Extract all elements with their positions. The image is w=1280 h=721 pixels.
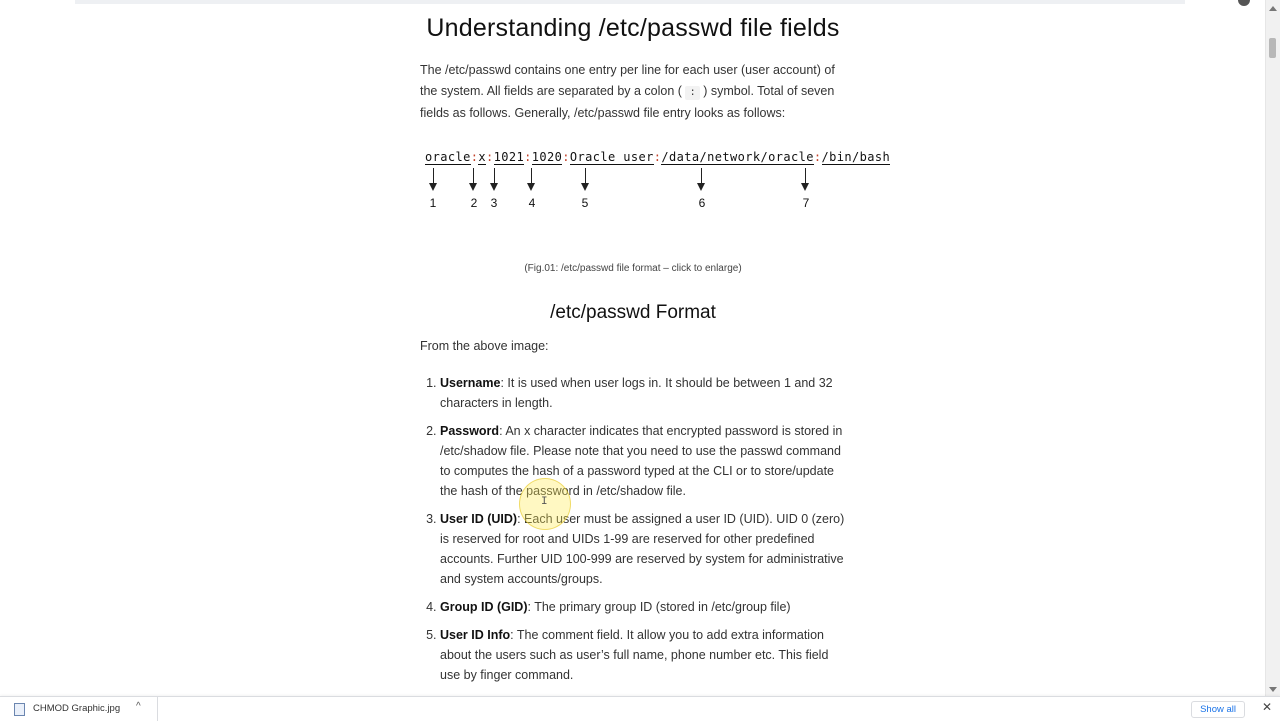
list-item-text: : An x character indicates that encrypted password is stored in /etc/shadow file. Please note that you need to use the passwd command to computes the hash of a password typed at the CLI or to store/update the hash of the password in /etc/shadow file.: [440, 423, 843, 498]
list-item-text: : The primary group ID (stored in /etc/group file): [527, 599, 791, 614]
inline-code-colon: :: [685, 86, 699, 100]
list-item-term: User ID (UID): [440, 511, 518, 526]
close-icon[interactable]: ✕: [1261, 700, 1272, 714]
scroll-down-arrow-icon[interactable]: [1269, 687, 1277, 692]
field-username: oracle: [425, 149, 471, 164]
field-home: /data/network/oracle: [661, 149, 814, 164]
arrow-down-icon: [433, 168, 434, 184]
menu-icon[interactable]: [1238, 0, 1250, 6]
field-gid: 1020: [531, 149, 563, 164]
field-number: 7: [802, 195, 810, 210]
passwd-format-figure[interactable]: [420, 136, 891, 266]
lead-text: From the above image:: [420, 338, 549, 353]
arrow-down-icon: [473, 168, 474, 184]
list-item-term: Username: [440, 375, 501, 390]
article-content: [420, 0, 891, 693]
section-title: /etc/passwd Format: [550, 301, 716, 323]
scroll-up-arrow-icon[interactable]: [1269, 6, 1277, 11]
field-number: 3: [490, 195, 498, 210]
chevron-up-icon[interactable]: ^: [136, 701, 141, 712]
field-number: 2: [470, 195, 478, 210]
list-item: [440, 597, 846, 617]
arrow-down-icon: [585, 168, 586, 184]
list-item: [440, 373, 846, 413]
field-separator: :: [486, 149, 494, 164]
field-separator: :: [524, 149, 532, 164]
figure-caption[interactable]: (Fig.01: /etc/passwd file format – click to enlarge): [524, 262, 742, 274]
arrow-down-icon: [701, 168, 702, 184]
field-list: [420, 373, 846, 685]
file-icon: [14, 703, 25, 716]
arrow-down-icon: [531, 168, 532, 184]
list-item-text: : It is used when user logs in. It should be between 1 and 32 characters in length.: [440, 375, 833, 410]
text-cursor-icon: I: [541, 496, 548, 508]
field-separator: :: [470, 149, 479, 164]
list-item-text: : Each user must be assigned a user ID (UID). UID 0 (zero) is reserved for root and UIDs 1-99 are reserved for other predefined accounts. Further UID 100-999 are reserved by system for administrative and system accounts/groups.: [440, 511, 845, 586]
field-number: 1: [429, 195, 437, 210]
field-number: 5: [581, 195, 589, 210]
intro-text-2: ) symbol. Total of seven fields as follows. Generally, /etc/passwd file entry looks as follows:: [420, 83, 835, 120]
field-separator: :: [653, 149, 662, 164]
page-title: Understanding /etc/passwd file fields: [426, 14, 840, 42]
passwd-entry-line: [425, 150, 890, 164]
list-item-term: User ID Info: [440, 627, 511, 642]
list-item-term: Password: [440, 423, 500, 438]
arrow-down-icon: [805, 168, 806, 184]
arrow-down-icon: [494, 168, 495, 184]
intro-text-1: The /etc/passwd contains one entry per line for each user (user account) of the system. All fields are separated by a colon (: [420, 63, 835, 98]
list-item-term: Group ID (GID): [440, 599, 528, 614]
field-password: x: [478, 149, 486, 164]
show-all-button[interactable]: Show all: [1191, 701, 1245, 718]
list-item: [440, 509, 846, 589]
field-number: 6: [698, 195, 706, 210]
field-number: 4: [528, 195, 536, 210]
download-bar: [0, 696, 1280, 721]
field-shell: /bin/bash: [821, 149, 891, 164]
field-separator: :: [562, 149, 570, 164]
scroll-thumb[interactable]: [1269, 38, 1276, 58]
field-userinfo: Oracle user: [569, 149, 654, 164]
list-item: [440, 625, 846, 685]
download-item[interactable]: [0, 697, 158, 721]
field-uid: 1021: [493, 149, 525, 164]
field-separator: :: [813, 149, 822, 164]
intro-paragraph: [420, 60, 846, 124]
vertical-scrollbar[interactable]: [1265, 0, 1280, 696]
list-item: [440, 421, 846, 501]
download-file-name: CHMOD Graphic.jpg: [33, 703, 121, 714]
list-item-text: : The comment field. It allow you to add extra information about the users such as user’s full name, phone number etc. This field use by finger command.: [440, 627, 829, 682]
